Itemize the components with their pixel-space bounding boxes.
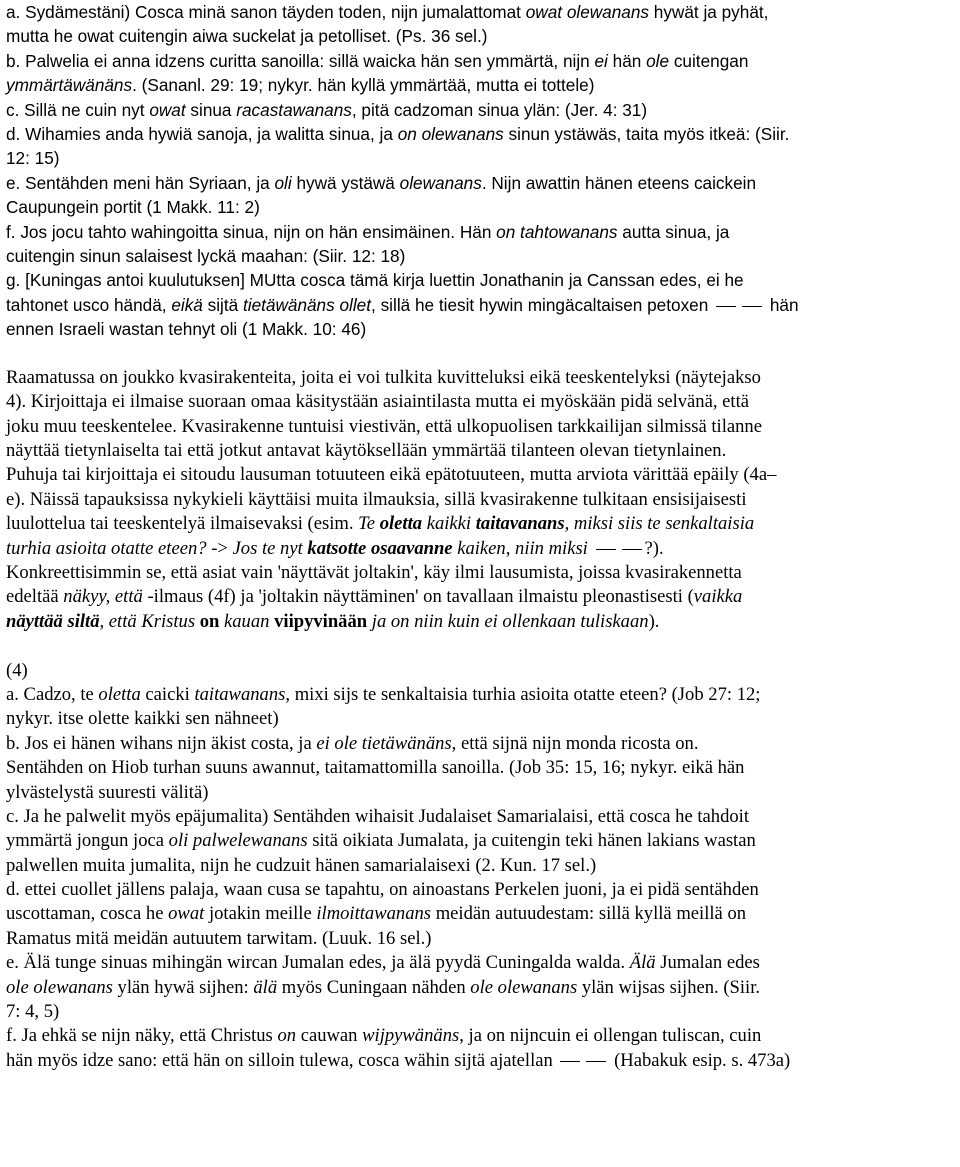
text-segment: tietäwänäns ollet (242, 294, 372, 315)
text-segment: ennen Israeli wastan tehnyt oli (1 Makk. 10: 46) (6, 319, 367, 340)
long-dash (586, 1061, 606, 1062)
text-segment: olewanans (399, 172, 482, 193)
text-segment: cuitengan (669, 50, 749, 71)
text-segment: sitä oikiata Jumalata, ja cuitengin teki hänen lakians wastan (307, 830, 756, 852)
text-segment: Raamatussa on joukko kvasirakenteita, joita ei voi tulkita kuvitteluksi eikä teeskentelyksi (näytejakso (6, 366, 761, 388)
text-line (6, 512, 954, 536)
text-line (6, 195, 954, 219)
text-segment: , että Kristus (99, 610, 200, 632)
paragraph-spacer (6, 341, 954, 365)
text-segment: 12: 15) (6, 148, 60, 169)
text-segment: c. Ja he palwelit myös epäjumalita) Sentähden wihaisit Judalaiset Samarialaisi, että cosca he tahdoit (6, 805, 750, 827)
text-segment: owat (149, 99, 186, 120)
text-segment: hywä ystäwä (291, 172, 400, 193)
text-segment: e. Sentähden meni hän Syriaan, ja (6, 172, 275, 193)
text-segment: oli palwelewanans (168, 830, 308, 852)
text-segment: Konkreettisimmin se, että asiat vain 'näyttävät joltakin', käy ilmi lausumista, joissa kvasirakennetta (6, 561, 742, 583)
text-line (6, 317, 954, 341)
text-segment: on tahtowanans (496, 221, 618, 242)
text-line (6, 610, 954, 634)
text-segment: meidän autuudestam: sillä kyllä meillä on (431, 903, 747, 925)
text-segment: b. Jos ei hänen wihans nijn äkist costa, ja (6, 732, 317, 754)
text-segment: ymmärtä jongun joca (6, 830, 169, 852)
text-segment: f. Jos jocu tahto wahingoitta sinua, nijn on hän ensimäinen. Hän (6, 221, 497, 242)
text-segment: Te (358, 513, 380, 535)
text-segment: , mixi sijs te senkaltaisia turhia asioita otatte eteen? (Job 27: 12; (285, 683, 761, 705)
text-line (6, 659, 954, 683)
text-line (6, 756, 954, 780)
text-line (6, 0, 954, 24)
text-segment: myös Cuningaan nähden (277, 976, 471, 998)
text-segment: joku muu teeskentelee. Kvasirakenne tuntuisi viestivän, että ulkopuolisen tarkkailijan silmissä tilanne (6, 415, 762, 437)
text-line (6, 49, 954, 73)
text-segment: autta sinua, ja (617, 221, 730, 242)
text-line (6, 244, 954, 268)
text-line (6, 1024, 954, 1048)
text-segment (588, 538, 593, 559)
text-line (6, 122, 954, 146)
text-line (6, 24, 954, 48)
text-segment: ). (648, 610, 660, 632)
text-segment: , sillä he tiesit hywin mingäcaltaisen petoxen (371, 294, 714, 315)
text-line (6, 951, 954, 975)
text-segment: cauwan (296, 1025, 363, 1047)
text-segment: näyttää tietynlaiselta tai että jotkut antavat käytöksellään ymmärtää tilanteen olevan tietynlainen. (6, 440, 727, 462)
text-segment: hän myös idze sano: että hän on silloin tulewa, cosca wähin sijtä ajatellan (6, 1049, 558, 1071)
text-segment: oletta (379, 513, 423, 535)
text-segment: oletta (98, 683, 141, 705)
text-segment: turhia asioita otatte eteen? (6, 537, 207, 559)
text-line (6, 707, 954, 731)
text-segment: a. Sydämestäni) Cosca minä sanon täyden toden, nijn jumalattomat (6, 2, 526, 22)
text-segment: oli (274, 172, 292, 193)
text-segment: Älä (629, 952, 656, 974)
text-segment: hän (765, 294, 799, 315)
text-segment: nykyr. itse olette kaikki sen nähneet) (6, 708, 279, 730)
text-segment: näyttää siltä (6, 610, 100, 632)
text-line (6, 537, 954, 561)
text-line (6, 73, 954, 97)
text-segment: ?). (644, 537, 664, 559)
text-segment: edeltää (6, 586, 64, 608)
text-segment: , pitä cadzoman sinua ylän: (Jer. 4: 31) (351, 99, 648, 120)
text-segment: eikä (171, 294, 203, 315)
text-segment: . Nijn awattin hänen eteens caickein (481, 172, 757, 193)
text-segment: ei ole tietäwänäns (316, 732, 452, 754)
text-line (6, 927, 954, 951)
text-line (6, 732, 954, 756)
text-line (6, 463, 954, 487)
text-line (6, 171, 954, 195)
text-line (6, 146, 954, 170)
text-segment: ylvästelystä suuresti välitä) (6, 781, 209, 803)
text-segment: ymmärtäwänäns (6, 75, 133, 96)
text-line (6, 390, 954, 414)
text-line (6, 439, 954, 463)
text-line (6, 268, 954, 292)
text-segment: sinun ystäwäs, taita myös itkeä: (Siir. (503, 123, 790, 144)
text-segment: älä (253, 976, 278, 998)
text-segment: ylän hywä sijhen: (112, 976, 254, 998)
text-segment: a. Cadzo, te (6, 683, 99, 705)
text-line (6, 98, 954, 122)
text-segment: ei (594, 50, 608, 71)
text-line (6, 878, 954, 902)
text-segment: taitavanans (475, 513, 565, 535)
text-segment: ole (646, 50, 670, 71)
text-segment: hän (607, 50, 647, 71)
text-segment: b. Palwelia ei anna idzens curitta sanoilla: sillä waicka hän sen ymmärtä, nijn (6, 50, 595, 71)
text-segment: luulottelua tai teeskentelyä ilmaisevaksi (esim. (6, 513, 359, 535)
text-segment: g. [Kuningas antoi kuulutuksen] MUtta cosca tämä kirja luettin Jonathanin ja Canssan edes, ei he (6, 270, 744, 291)
text-segment: -ilmaus (4f) ja 'joltakin näyttäminen' on tavallaan ilmaistu pleonastisesti ( (142, 586, 694, 608)
text-line (6, 1049, 954, 1073)
text-segment: wijpywänäns (362, 1025, 460, 1047)
text-line (6, 220, 954, 244)
text-segment: (4) (6, 659, 28, 681)
text-segment: palwellen muita jumalita, nijn he cudzuit hänen samarialaisexi (2. Kun. 17 sel.) (6, 854, 597, 876)
text-line (6, 683, 954, 707)
text-segment: ylän wijsas sijhen. (Siir. (577, 976, 761, 998)
long-dash (596, 549, 616, 550)
text-segment: kauan (219, 610, 275, 632)
text-segment: racastawanans (236, 99, 352, 120)
text-line (6, 781, 954, 805)
paragraph-spacer (6, 634, 954, 658)
text-segment: on (277, 1025, 297, 1047)
text-segment: taitawanans (194, 683, 286, 705)
text-line (6, 293, 954, 317)
text-segment: näkyy, että (63, 586, 143, 608)
text-segment: . (Sananl. 29: 19; nykyr. hän kyllä ymmärtää, mutta ei tottele) (132, 75, 595, 96)
text-segment: ilmoittawanans (316, 903, 432, 925)
text-line (6, 829, 954, 853)
text-line (6, 366, 954, 390)
text-segment: viipyvinään (274, 610, 368, 632)
text-line (6, 805, 954, 829)
text-line (6, 976, 954, 1000)
text-segment: mutta he owat cuitengin aiwa suckelat ja petolliset. (Ps. 36 sel.) (6, 26, 488, 47)
text-segment: owat olewanans (525, 2, 649, 22)
text-segment: tahtonet usco händä, (6, 294, 172, 315)
text-line (6, 488, 954, 512)
text-segment: sijtä (202, 294, 243, 315)
text-line (6, 902, 954, 926)
text-segment: 4). Kirjoittaja ei ilmaise suoraan omaa käsitystään asiaintilasta mutta ei myöskään pidä selvänä, että (6, 391, 749, 413)
text-segment: Jos te nyt (232, 537, 308, 559)
text-segment: on olewanans (397, 123, 504, 144)
text-segment: vaikka (693, 586, 743, 608)
text-segment: f. Ja ehkä se nijn näky, että Christus (6, 1025, 278, 1047)
text-segment: Puhuja tai kirjoittaja ei sitoudu lausuman totuuteen eikä epätotuuteen, mutta arviota värittää epäily (4a– (6, 464, 777, 486)
text-line (6, 585, 954, 609)
text-segment: e. Älä tunge sinuas mihingän wircan Jumalan edes, ja älä pyydä Cuningalda walda. (6, 952, 630, 974)
text-segment: d. Wihamies anda hywiä sanoja, ja walitta sinua, ja (6, 123, 398, 144)
text-segment: jotakin meille (204, 903, 317, 925)
text-line (6, 561, 954, 585)
long-dash (716, 306, 736, 307)
text-segment: c. Sillä ne cuin nyt (6, 99, 150, 120)
text-segment: cuitengin sinun salaisest lyckä maahan: (Siir. 12: 18) (6, 245, 406, 266)
text-segment: 7: 4, 5) (6, 1001, 60, 1023)
text-segment: , miksi siis te senkaltaisia (564, 513, 755, 535)
text-segment: -> (206, 537, 233, 559)
text-segment: katsotte osaavanne (307, 537, 453, 559)
long-dash (560, 1061, 580, 1062)
text-segment: uscottaman, cosca he (6, 903, 169, 925)
text-segment: Jumalan edes (655, 952, 760, 974)
long-dash (622, 549, 642, 550)
text-segment: sinua (185, 99, 237, 120)
text-segment: on (199, 610, 220, 632)
text-segment: kaikki (422, 513, 476, 535)
text-segment: Caupungein portit (1 Makk. 11: 2) (6, 197, 260, 218)
text-segment: ja on niin kuin ei ollenkaan tuliskaan (367, 610, 649, 632)
text-segment: Sentähden on Hiob turhan suuns awannut, taitamattomilla sanoilla. (Job 35: 15, 16; nykyr. eikä hän (6, 757, 745, 779)
long-dash (742, 306, 762, 307)
text-segment: owat (168, 903, 205, 925)
text-line (6, 415, 954, 439)
text-segment: (Habakuk esip. s. 473a) (609, 1049, 791, 1071)
text-segment: , että sijnä nijn monda ricosta on. (451, 732, 699, 754)
text-segment: kaiken, niin miksi (452, 537, 588, 559)
text-segment: Ramatus mitä meidän autuutem tarwitam. (Luuk. 16 sel.) (6, 927, 432, 949)
text-line (6, 1000, 954, 1024)
text-segment: d. ettei cuollet jällens palaja, waan cusa se tapahtu, on ainoastans Perkelen juoni, ja ei pidä sentähden (6, 879, 759, 901)
text-segment: ole olewanans (6, 976, 113, 998)
text-segment: hywät ja pyhät, (649, 2, 769, 22)
text-line (6, 854, 954, 878)
text-segment: e). Näissä tapauksissa nykykieli käyttäisi muita ilmauksia, sillä kvasirakenne tulkitaan ensisijaisesti (6, 488, 747, 510)
text-segment: , ja on nijncuin ei ollengan tuliscan, cuin (459, 1025, 762, 1047)
text-segment: caicki (140, 683, 195, 705)
text-segment: ole olewanans (470, 976, 578, 998)
